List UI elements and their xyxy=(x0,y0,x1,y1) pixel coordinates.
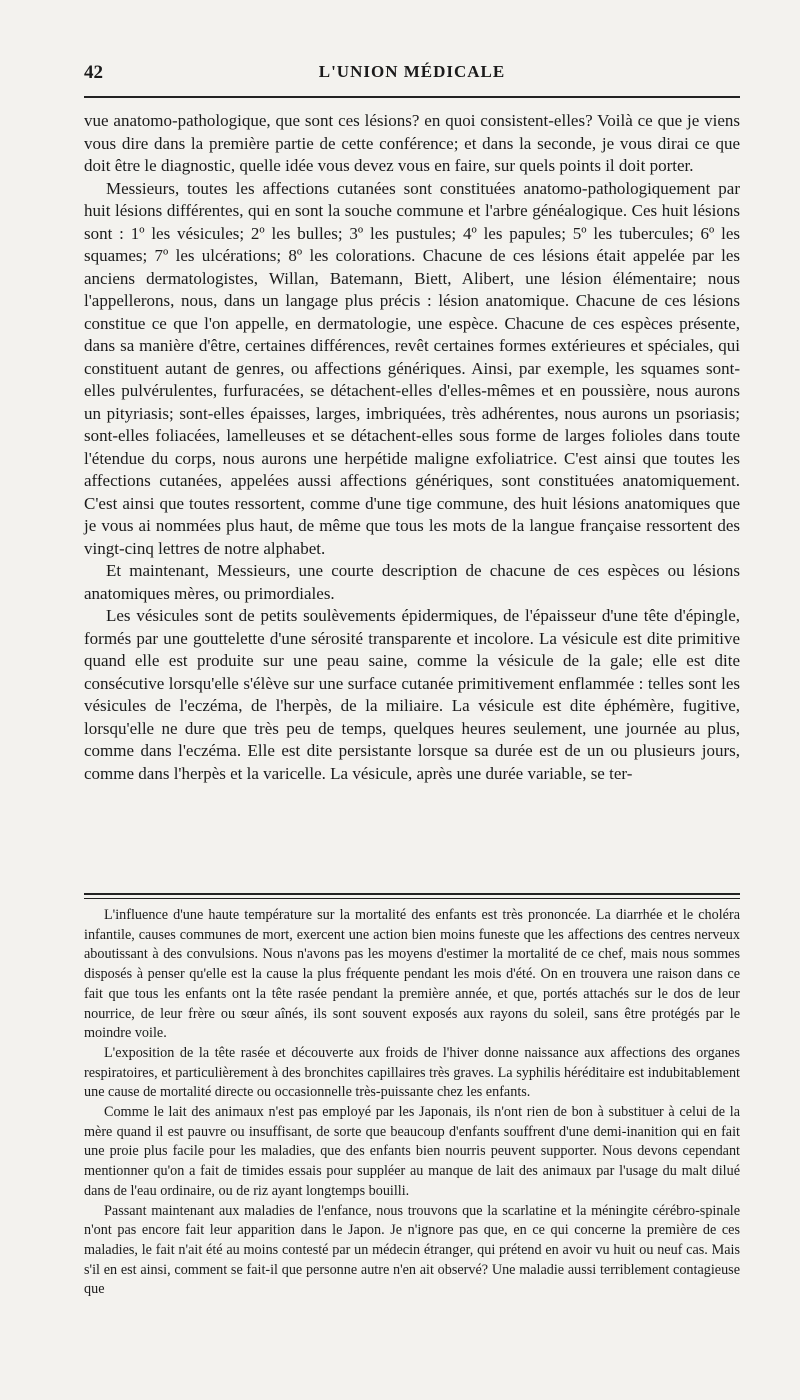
footnote-rule xyxy=(84,893,740,899)
main-paragraph-4: Les vésicules sont de petits soulèvements épidermiques, de l'épaisseur d'une tête d'épingle, formés par une gouttelette d'une sérosité transparente et incolore. La vésicule est dite primitive quand elle est produite sur une peau saine, comme la vésicule de la gale; elle est dite consécutive lorsqu'elle s'élève sur une surface cutanée primitivement enflammée : telles sont les vésicules de l'eczéma, de l'herpès, de la miliaire. La vésicule est dite éphémère, fugitive, lorsqu'elle ne dure que très peu de temps, quelques heures seulement, une journée au plus, comme dans l'eczéma. Elle est dite persistante lorsque sa durée est de un ou plusieurs jours, comme dans l'herpès et la varicelle. La vésicule, après une durée variable, se ter- xyxy=(84,606,740,783)
footnotes xyxy=(84,906,740,1300)
header-rule xyxy=(84,96,740,98)
main-paragraph-1: vue anatomo-pathologique, que sont ces lésions? en quoi consistent-elles? Voilà ce que je viens vous dire dans la première partie de cette conférence; et dans la seconde, je vous dirai ce que doit être le diagnostic, quelle idée vous devez vous en faire, sur quels points il doit porter. xyxy=(84,111,740,175)
footnote-paragraph-3: Comme le lait des animaux n'est pas employé par les Japonais, ils n'ont rien de bon à substituer à celui de la mère quand il est pauvre ou insuffisant, de sorte que beaucoup d'enfants souffrent d'une demi-inanition qui en fait une proie plus facile pour les maladies, que des enfants bien nourris peuvent supporter. Nous devons cependant mentionner qu'on a fait de timides essais pour suppléer au manque de lait des animaux par l'usage du malt dilué dans de l'eau ordinaire, ou de riz ayant longtemps bouilli. xyxy=(84,1104,740,1199)
main-paragraph-3: Et maintenant, Messieurs, une courte description de chacune de ces espèces ou lésions anatomiques mères, ou primordiales. xyxy=(84,561,740,603)
page-header xyxy=(84,62,740,92)
footnote-paragraph-1: L'influence d'une haute température sur la mortalité des enfants est très prononcée. La diarrhée et le choléra infantile, causes communes de mort, exercent une action bien moins funeste que les affections des centres nerveux aboutissant à des convulsions. Nous n'avons pas les moyens d'estimer la mortalité de ce chef, mais nous sommes disposés à penser qu'elle est la cause la plus fréquente pendant les mois d'été. On en trouvera une raison dans ce fait que tous les enfants ont la tête rasée pendant la première année, et que, portés attachés sur le dos de leur nourrice, de leur frère ou sœur aînés, ils sont souvent exposés aux rayons du soleil, sans être protégés par le moindre voile. xyxy=(84,907,740,1042)
page-number: 42 xyxy=(84,62,103,83)
footnote-paragraph-4: Passant maintenant aux maladies de l'enfance, nous trouvons que la scarlatine et la méningite cérébro-spinale n'ont pas encore fait leur apparition dans le Japon. Je n'ignore pas que, en ce qui concerne la première de ces maladies, le fait n'ait été au moins contesté par un médecin étranger, qui prétend en avoir vu huit ou neuf cas. Mais s'il en est ainsi, comment se fait-il que personne autre n'en ait observé? Une maladie aussi terriblement contagieuse que xyxy=(84,1202,740,1298)
running-title: L'UNION MÉDICALE xyxy=(318,62,506,81)
main-paragraph-2: Messieurs, toutes les affections cutanées sont constituées anatomo-pathologiquement par huit lésions différentes, qui en sont la souche commune et l'arbre généalogique. Ces huit lésions sont : 1º les vésicules; 2º les bulles; 3º les pustules; 4º les papules; 5º les tubercules; 6º les squames; 7º les ulcérations; 8º les colorations. Chacune de ces lésions était appelée par les anciens dermatologistes, Willan, Batemann, Biett, Alibert, une lésion élémentaire; nous l'appellerons, nous, dans un langage plus précis : lésion anatomique. Chacune de ces lésions constitue ce que l'on appelle, en dermatologie, une espèce. Chacune de ces espèces présente, dans sa manière d'être, certaines différences, revêt certaines formes extérieures et spéciales, qui constituent autant de genres, ou affections génériques. Ainsi, par exemple, les squames sont-elles pulvérulentes, furfuracées, se détachent-elles d'elles-mêmes et en poussière, nous aurons un pityriasis; sont-elles épaisses, larges, imbriquées, très adhérentes, nous aurons un psoriasis; sont-elles foliacées, lamelleuses et se détachent-elles sous forme de larges folioles dans toute l'étendue du corps, nous aurons une herpétide maligne exfoliatrice. C'est ainsi que toutes les affections cutanées, appelées aussi affections génériques, sont constituées anatomiquement. C'est ainsi que toutes ressortent, comme d'une tige commune, des huit lésions anatomiques que je vous ai nommées plus haut, de même que tous les mots de la langue française ressortent des vingt-cinq lettres de notre alphabet. xyxy=(84,178,740,558)
footnote-paragraph-2: L'exposition de la tête rasée et découverte aux froids de l'hiver donne naissance aux affections des organes respiratoires, et particulièrement à des bronchites capillaires très graves. La syphilis héréditaire est indubitablement une cause de mortalité directe ou occasionnelle très-puissante chez les enfants. xyxy=(84,1044,740,1101)
main-text xyxy=(84,110,740,785)
